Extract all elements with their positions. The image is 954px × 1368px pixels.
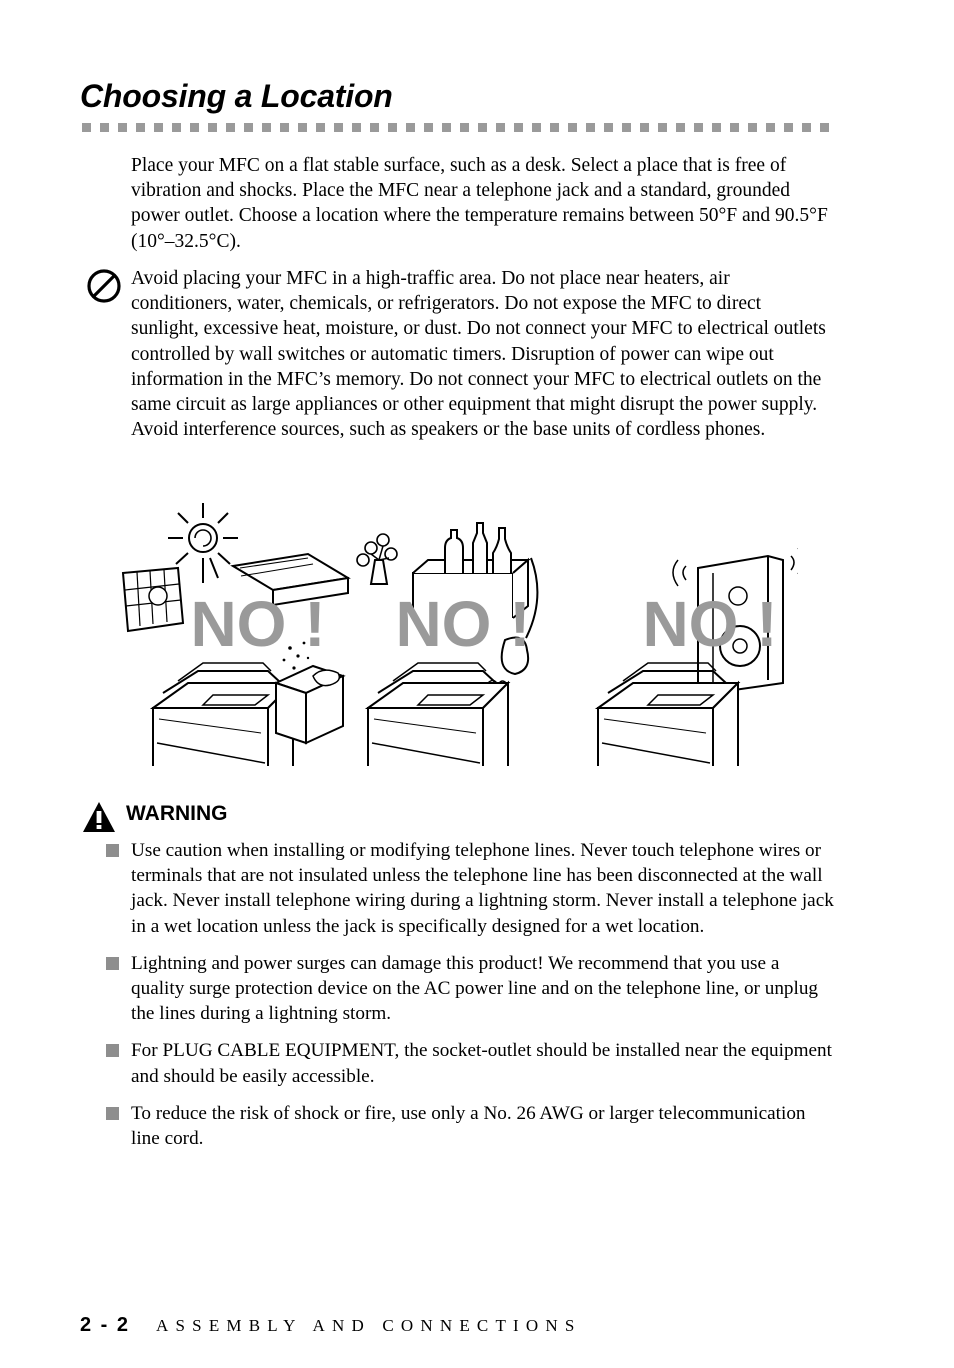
list-item <box>106 1038 836 1088</box>
prohibited-icon <box>86 268 122 304</box>
square-bullet-icon <box>106 957 119 970</box>
list-item <box>106 951 836 1027</box>
title-dotted-rule <box>82 123 832 132</box>
square-bullet-icon <box>106 1044 119 1057</box>
list-item <box>106 838 836 939</box>
page-number: 2 - 2 <box>80 1314 131 1336</box>
warning-label: WARNING <box>126 802 228 825</box>
list-item-text: Use caution when installing or modifying telephone lines. Never touch telephone wires or terminals that are not insulated unless the telephone line has been disconnected at the wall jack. Never install telephone wiring during a lightning storm. Never install a telephone jack in a wet location unless the jack is specifically designed for a wet location. <box>131 840 834 937</box>
list-item-text: Lightning and power surges can damage this product! We recommend that you use a quality surge protection device on the AC power line and on the telephone line, or unplug the lines during a lightning storm. <box>131 952 819 1025</box>
placement-illustration <box>108 498 798 766</box>
chapter-title: ASSEMBLY AND CONNECTIONS <box>156 1316 582 1335</box>
list-item-text: For PLUG CABLE EQUIPMENT, the socket-outlet should be installed near the equipment and should be easily accessible. <box>131 1040 832 1087</box>
intro-paragraph: Place your MFC on a flat stable surface, such as a desk. Select a place that is free of vibration and shocks. Place the MFC near a telephone jack and a standard, grounded power outlet. Choose a location where the temperature remains between 50°F and 90.5°F (10°–32.5°C). <box>131 155 828 252</box>
no-label-2: NO ! <box>395 588 531 660</box>
caution-paragraph: Avoid placing your MFC in a high-traffic area. Do not place near heaters, air conditioners, water, chemicals, or refrigerators. Do not expose the MFC to direct sunlight, excessive heat, moisture, or dust. Do not connect your MFC to electrical outlets controlled by wall switches or automatic timers. Disruption of power can wipe out information in the MFC’s memory. Do not connect your MFC to electrical outlets on the same circuit as large appliances or other equipment that might disrupt the power supply. Avoid interference sources, such as speakers or the base units of cordless phones. <box>131 268 826 441</box>
warning-triangle-icon <box>81 800 117 834</box>
list-item-text: To reduce the risk of shock or fire, use only a No. 26 AWG or larger telecommunication line cord. <box>131 1102 806 1150</box>
square-bullet-icon <box>106 1107 119 1120</box>
list-item <box>106 1101 836 1151</box>
warning-list <box>106 838 836 1163</box>
square-bullet-icon <box>106 844 119 857</box>
no-label-3: NO ! <box>642 588 778 660</box>
page-footer <box>80 1314 582 1337</box>
page-title: Choosing a Location <box>80 78 393 114</box>
no-label-1: NO ! <box>190 588 326 660</box>
